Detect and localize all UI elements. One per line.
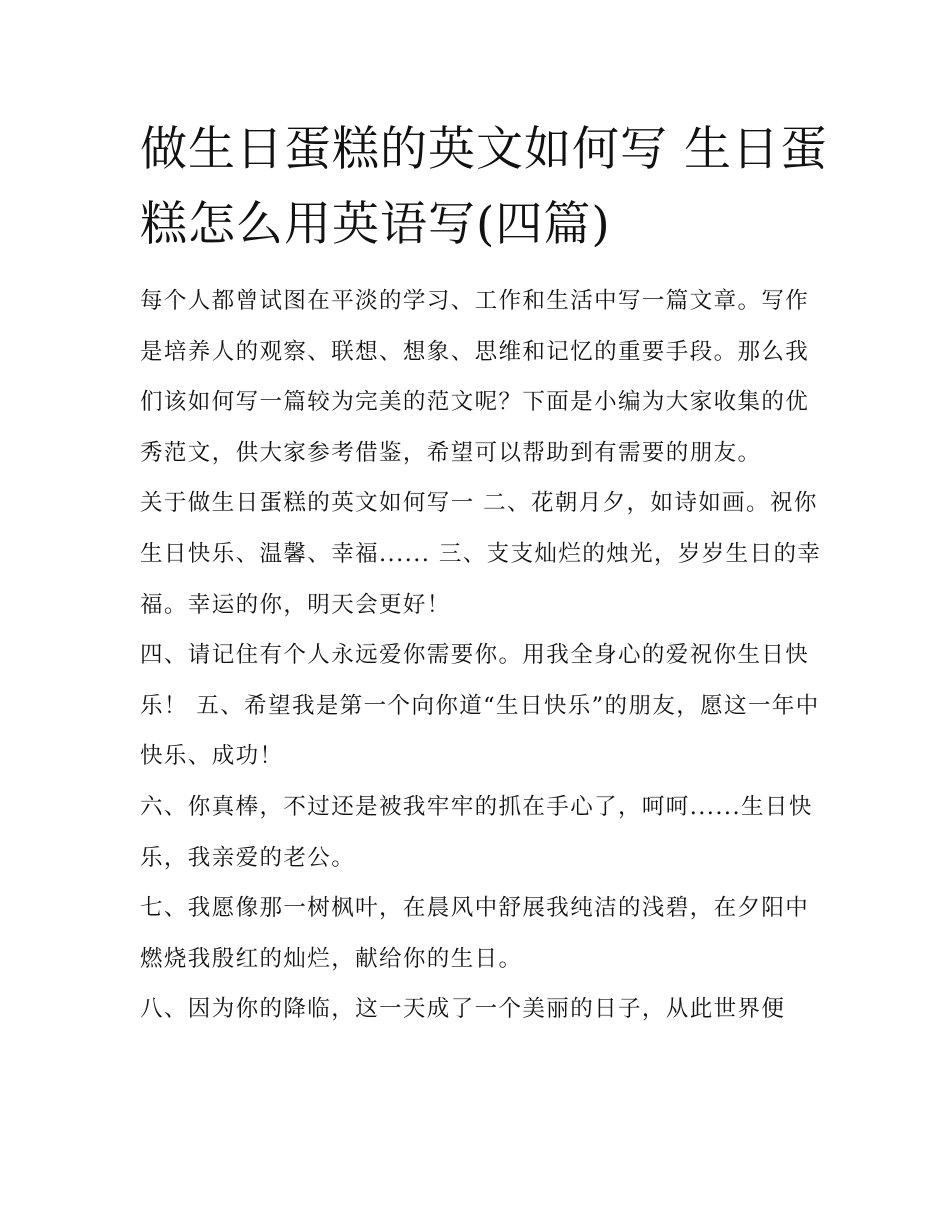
paragraph-intro: 每个人都曾试图在平淡的学习、工作和生活中写一篇文章。写作是培养人的观察、联想、想象、思维和记忆的重要手段。那么我们该如何写一篇较为完美的范文呢？下面是小编为大家收集的优秀范文，供大家参考借鉴，希望可以帮助到有需要的朋友。 — [140, 288, 810, 466]
paragraph-wish-4-5: 四、请记住有个人永远爱你需要你。用我全身心的爱祝你生日快乐！ 五、希望我是第一个向你道“生日快乐”的朋友，愿这一年中快乐、成功！ — [140, 642, 820, 770]
paragraph-wish-7: 七、我愿像那一树枫叶，在晨风中舒展我纯洁的浅碧，在夕阳中燃烧我殷红的灿烂，献给你的生日。 — [140, 895, 810, 972]
paragraph-wish-2-3: 关于做生日蛋糕的英文如何写一 二、花朝月夕，如诗如画。祝你生日快乐、温馨、幸福...... 三、支支灿烂的烛光，岁岁生日的幸福。幸运的你，明天会更好！ — [140, 490, 822, 618]
paragraph-wish-8: 八、因为你的降临，这一天成了一个美丽的日子，从此世界便 — [140, 996, 786, 1023]
paragraph-wish-6: 六、你真棒，不过还是被我牢牢的抓在手心了，呵呵......生日快乐，我亲爱的老公。 — [140, 793, 813, 871]
document-body — [140, 276, 830, 1035]
document-title: 做生日蛋糕的英文如何写 生日蛋糕怎么用英语写(四篇) — [140, 122, 828, 252]
